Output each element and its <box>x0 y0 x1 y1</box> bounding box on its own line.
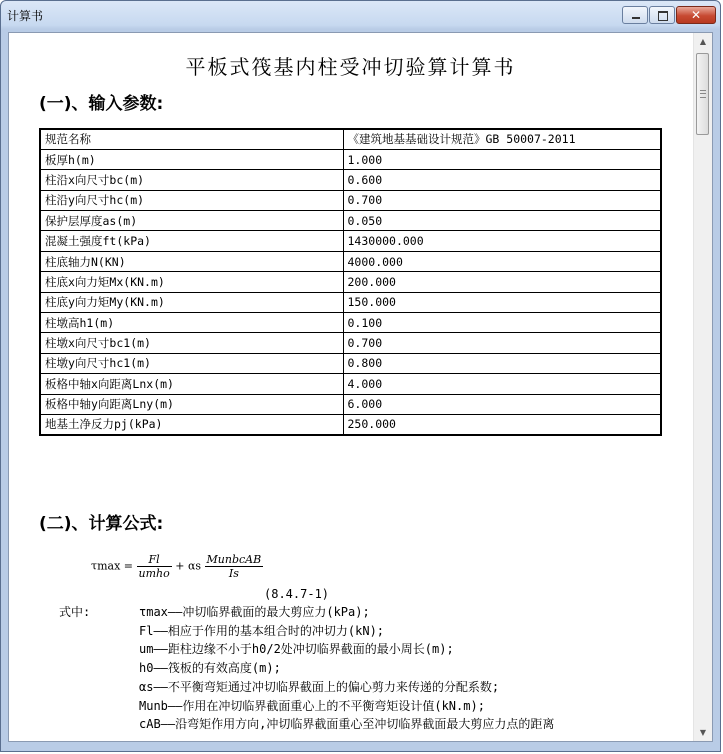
param-name: 规范名称 <box>40 129 343 149</box>
param-value: 6.000 <box>343 394 661 414</box>
document-view[interactable] <box>8 32 713 742</box>
param-name: 板格中轴x向距离Lnx(m) <box>40 374 343 394</box>
param-name: 柱沿x向尺寸bc(m) <box>40 170 343 190</box>
definition-row: h0——筏板的有效高度(m); <box>139 661 281 676</box>
param-name: 柱墩y向尺寸hc1(m) <box>40 353 343 373</box>
param-value: 0.600 <box>343 170 661 190</box>
section-input-heading: (一)、输入参数: <box>39 94 164 114</box>
scroll-up-icon: ▲ <box>699 37 707 46</box>
title-bar[interactable] <box>1 1 720 31</box>
param-row <box>40 211 661 231</box>
window-controls <box>621 6 716 24</box>
definitions <box>59 603 554 734</box>
param-row <box>40 231 661 251</box>
maximize-button[interactable] <box>649 6 675 24</box>
param-value: 4.000 <box>343 374 661 394</box>
grip-icon <box>700 90 706 98</box>
param-name: 柱沿y向尺寸hc(m) <box>40 190 343 210</box>
param-row <box>40 353 661 373</box>
param-row <box>40 129 661 149</box>
formula-fraction-2 <box>205 553 264 580</box>
window-title: 计算书 <box>7 9 44 23</box>
param-row <box>40 292 661 312</box>
param-row <box>40 272 661 292</box>
maximize-icon <box>658 11 668 21</box>
param-row <box>40 394 661 414</box>
frac1-numerator: Fl <box>137 553 172 567</box>
definition-row: Munb——作用在冲切临界截面重心上的不平衡弯矩设计值(kN.m); <box>139 698 485 713</box>
definition-row: αs——不平衡弯矩通过冲切临界截面上的偏心剪力来传递的分配系数; <box>139 679 500 694</box>
document-content <box>9 33 692 741</box>
definition-text: τmax——冲切临界截面的最大剪应力(kPa); <box>139 605 370 619</box>
definition-row <box>59 603 554 622</box>
param-value: 250.000 <box>343 414 661 434</box>
scroll-down-button[interactable] <box>694 724 712 741</box>
param-row <box>40 190 661 210</box>
scroll-up-button[interactable] <box>694 33 712 50</box>
param-value: 150.000 <box>343 292 661 312</box>
scroll-thumb[interactable] <box>696 53 709 135</box>
formula <box>91 553 263 580</box>
definitions-lead: 式中: <box>59 605 91 619</box>
param-row <box>40 170 661 190</box>
close-icon: ✕ <box>690 8 702 22</box>
formula-plus: + αs <box>175 559 202 573</box>
param-name: 板厚h(m) <box>40 149 343 169</box>
param-row <box>40 374 661 394</box>
minimize-button[interactable] <box>622 6 648 24</box>
definition-row: Fl——相应于作用的基本组合时的冲切力(kN); <box>139 623 385 638</box>
minimize-icon <box>632 17 640 19</box>
param-name: 柱墩x向尺寸bc1(m) <box>40 333 343 353</box>
param-name: 混凝土强度ft(kPa) <box>40 231 343 251</box>
formula-lhs: τmax = <box>91 559 133 573</box>
frac2-denominator: Is <box>228 567 239 580</box>
param-name: 板格中轴y向距离Lny(m) <box>40 394 343 414</box>
param-value: 0.100 <box>343 313 661 333</box>
section-formula-heading: (二)、计算公式: <box>39 514 164 534</box>
vertical-scrollbar[interactable] <box>693 33 712 741</box>
param-value: 1430000.000 <box>343 231 661 251</box>
param-row <box>40 251 661 271</box>
equation-number: (8.4.7-1) <box>264 587 330 601</box>
frac1-denominator: umho <box>138 567 170 580</box>
definition-row: cAB——沿弯矩作用方向,冲切临界截面重心至冲切临界截面最大剪应力点的距离 <box>139 717 555 732</box>
param-name: 柱墩高h1(m) <box>40 313 343 333</box>
param-value: 《建筑地基基础设计规范》GB 50007-2011 <box>343 129 661 149</box>
param-value: 1.000 <box>343 149 661 169</box>
params-table <box>39 128 662 436</box>
param-row <box>40 414 661 434</box>
param-name: 柱底x向力矩Mx(KN.m) <box>40 272 343 292</box>
document-title: 平板式筏基内柱受冲切验算计算书 <box>185 55 516 79</box>
param-name: 保护层厚度as(m) <box>40 211 343 231</box>
param-name: 柱底轴力N(KN) <box>40 251 343 271</box>
param-value: 0.050 <box>343 211 661 231</box>
param-name: 地基土净反力pj(kPa) <box>40 414 343 434</box>
param-value: 0.700 <box>343 333 661 353</box>
param-value: 0.800 <box>343 353 661 373</box>
param-row <box>40 149 661 169</box>
formula-fraction-1 <box>137 553 172 580</box>
param-row <box>40 313 661 333</box>
close-button[interactable] <box>676 6 716 24</box>
param-value: 0.700 <box>343 190 661 210</box>
scroll-down-icon: ▼ <box>699 728 707 737</box>
param-value: 4000.000 <box>343 251 661 271</box>
frac2-numerator: MunbcAB <box>206 553 262 566</box>
param-value: 200.000 <box>343 272 661 292</box>
param-name: 柱底y向力矩My(KN.m) <box>40 292 343 312</box>
definition-row: um——距柱边缘不小于h0/2处冲切临界截面的最小周长(m); <box>139 642 454 657</box>
param-row <box>40 333 661 353</box>
